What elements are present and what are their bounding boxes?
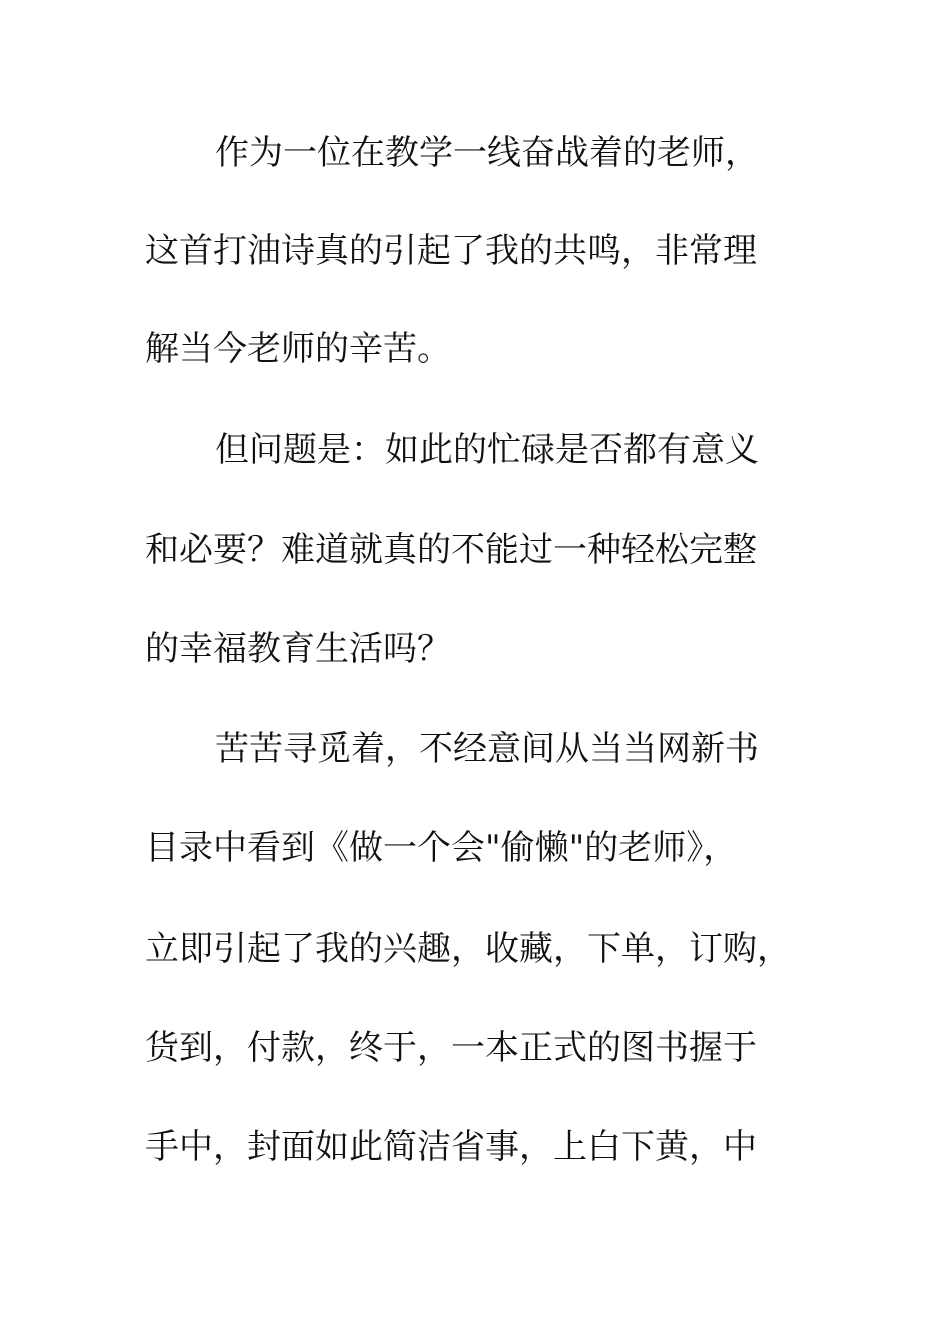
paragraph-3-line-3: 立即引起了我的兴趣，收藏，下单，订购， <box>145 929 791 969</box>
paragraph-3-line-2: 目录中看到《做一个会"偷懒"的老师》， <box>145 828 738 868</box>
paragraph-1-line-2: 这首打油诗真的引起了我的共鸣，非常理 <box>145 231 757 271</box>
paragraph-3-line-1: 苦苦寻觅着，不经意间从当当网新书 <box>215 729 759 769</box>
paragraph-1-line-1: 作为一位在教学一线奋战着的老师， <box>215 133 759 173</box>
paragraph-2-line-3: 的幸福教育生活吗？ <box>145 629 451 669</box>
paragraph-2-line-1: 但问题是：如此的忙碌是否都有意义 <box>215 430 759 470</box>
paragraph-1-line-3: 解当今老师的辛苦。 <box>145 329 451 369</box>
paragraph-2-line-2: 和必要？难道就真的不能过一种轻松完整 <box>145 530 757 570</box>
paragraph-3-line-5: 手中，封面如此简洁省事，上白下黄，中 <box>145 1127 757 1167</box>
paragraph-3-line-4: 货到，付款，终于，一本正式的图书握于 <box>145 1028 757 1068</box>
